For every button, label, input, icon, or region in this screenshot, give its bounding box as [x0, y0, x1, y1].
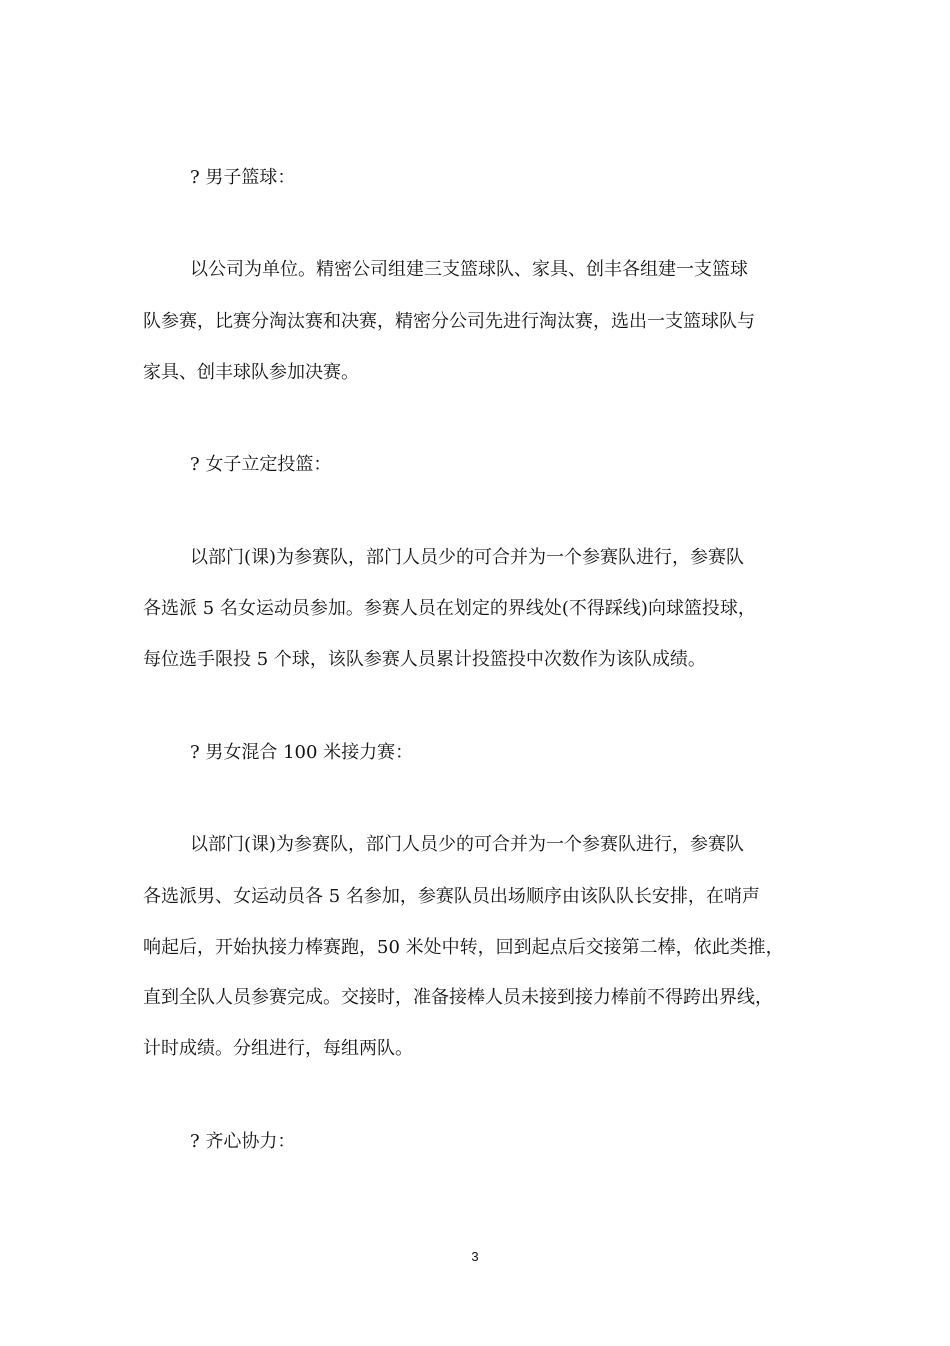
paragraph-line: 各选派 5 名女运动员参加。参赛人员在划定的界线处(不得踩线)向球篮投球，	[143, 598, 756, 619]
paragraph-line: 直到全队人员参赛完成。交接时，准备接棒人员未接到接力棒前不得跨出界线，	[143, 987, 773, 1008]
paragraph-line: 响起后，开始执接力棒赛跑，50 米处中转，回到起点后交接第二棒，依此类推，	[143, 937, 784, 958]
section-heading-mixed-relay: ? 男女混合 100 米接力赛：	[190, 742, 414, 763]
paragraph-line: 家具、创丰球队参加决赛。	[143, 362, 359, 383]
paragraph-line: 以部门(课)为参赛队，部门人员少的可合并为一个参赛队进行，参赛队	[190, 547, 745, 568]
section-heading-womens-shooting: ? 女子立定投篮：	[190, 454, 332, 475]
page-number: 3	[471, 1249, 479, 1264]
paragraph-line: 每位选手限投 5 个球，该队参赛人员累计投篮投中次数作为该队成绩。	[143, 649, 706, 670]
paragraph-line: 以公司为单位。精密公司组建三支篮球队、家具、创丰各组建一支篮球	[190, 259, 748, 280]
paragraph-line: 计时成绩。分组进行，每组两队。	[143, 1038, 413, 1059]
paragraph-line: 队参赛，比赛分淘汰赛和决赛，精密分公司先进行淘汰赛，选出一支篮球队与	[143, 311, 755, 332]
paragraph-line: 各选派男、女运动员各 5 名参加，参赛队员出场顺序由该队队长安排，在哨声	[143, 886, 760, 907]
paragraph-line: 以部门(课)为参赛队，部门人员少的可合并为一个参赛队进行，参赛队	[190, 834, 745, 855]
section-heading-teamwork: ? 齐心协力：	[190, 1131, 296, 1152]
section-heading-mens-basketball: ? 男子篮球：	[190, 167, 296, 188]
